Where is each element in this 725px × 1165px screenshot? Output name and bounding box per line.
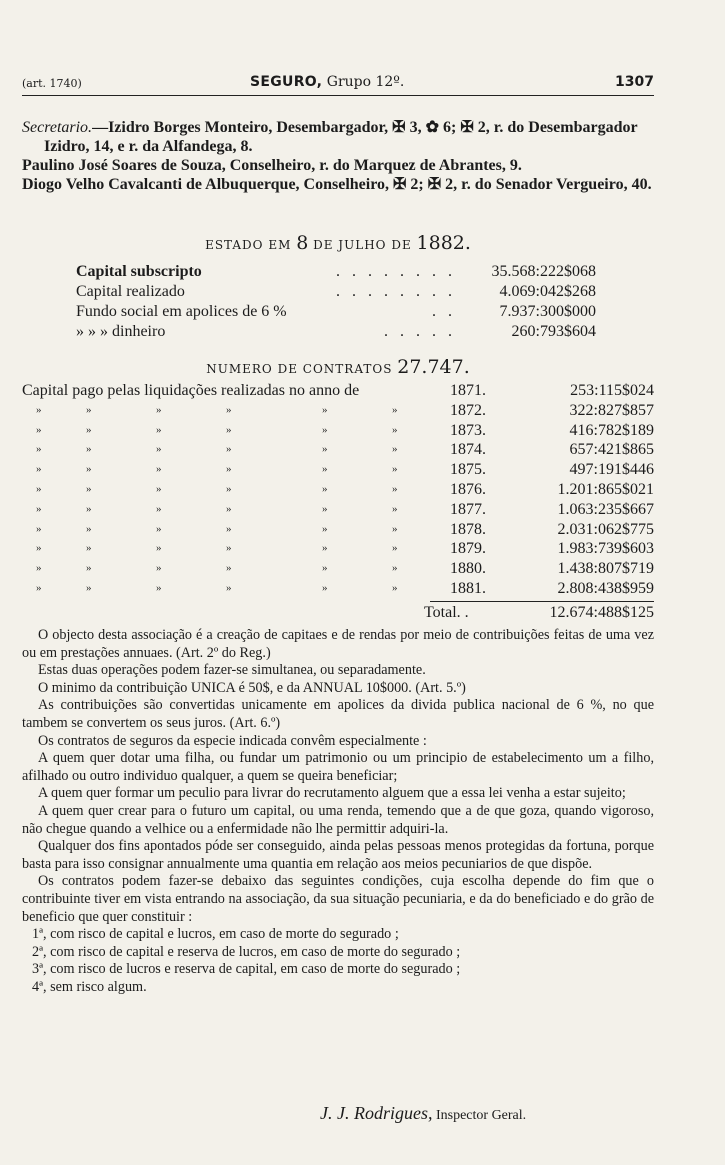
ditto-mark: »: [36, 482, 42, 495]
ditto-mark: »: [36, 502, 42, 515]
row-year: 1881.: [450, 579, 486, 597]
finance-label: Fundo social em apolices de 6 %: [76, 303, 287, 320]
ditto-mark: »: [392, 423, 398, 436]
finance-row: [76, 262, 596, 282]
header-article: (art. 1740): [22, 77, 82, 90]
ditto-mark: »: [156, 443, 162, 456]
finance-row: [76, 322, 596, 342]
condition-item: 4ª, sem risco algum.: [32, 978, 147, 995]
ditto-mark: »: [156, 403, 162, 416]
page-number: 1307: [615, 74, 654, 90]
ditto-mark: »: [392, 522, 398, 535]
ditto-mark: »: [392, 581, 398, 594]
ditto-mark: »: [156, 502, 162, 515]
ditto-mark: »: [322, 502, 328, 515]
row-year: 1873.: [450, 421, 486, 439]
row-year: 1880.: [450, 560, 486, 578]
paragraph: As contribuições são convertidas unicamente em apolices da divida publica nacional de 6 %, no que tambem se convertem os seus juros. (Art. 6.º): [22, 697, 654, 731]
condition-item: 2ª, com risco de capital e reserva de lucros, em caso de morte do segurado ;: [32, 943, 461, 960]
ditto-mark: »: [392, 562, 398, 575]
row-amount: 322:827$857: [569, 401, 654, 419]
ditto-mark: »: [86, 522, 92, 535]
ditto-mark: »: [226, 423, 232, 436]
row-amount: 1.438:807$719: [557, 560, 654, 578]
finance-row: [76, 282, 596, 302]
contracts-label: NUMERO DE CONTRATOS: [206, 362, 398, 376]
officer-entry: [22, 156, 654, 175]
running-header: [22, 74, 654, 96]
ditto-mark: »: [36, 522, 42, 535]
ditto-mark: »: [322, 443, 328, 456]
row-year: 1876.: [450, 480, 486, 498]
ditto-mark: »: [36, 423, 42, 436]
row-amount: 1.983:739$603: [557, 540, 654, 558]
finance-label: Capital subscripto: [76, 263, 202, 280]
row-amount: 416:782$189: [569, 421, 654, 439]
ditto-mark: »: [156, 562, 162, 575]
signature-name: J. J. Rodrigues,: [320, 1103, 433, 1123]
finance-row: [76, 302, 596, 322]
ditto-mark: »: [322, 522, 328, 535]
row-year: 1877.: [450, 500, 486, 518]
row-year: 1875.: [450, 461, 486, 479]
row-amount: 2.031:062$775: [557, 520, 654, 538]
contracts-count: 27.747.: [397, 356, 470, 378]
total-rule: [430, 601, 654, 602]
row-year: 1872.: [450, 401, 486, 419]
financial-summary: [76, 262, 596, 342]
finance-value: 35.568:222$068: [491, 263, 596, 280]
finance-dots: . .: [432, 303, 456, 320]
finance-dots: . . . . . . . .: [336, 283, 456, 300]
officer-entry: [22, 175, 654, 194]
state-mid: DE JULHO DE: [308, 238, 417, 252]
table-row: [22, 440, 654, 460]
officer-entry: [22, 118, 654, 156]
ditto-mark: »: [226, 443, 232, 456]
row-year: 1871.: [450, 382, 486, 399]
ditto-mark: »: [156, 542, 162, 555]
paragraph: Os contratos podem fazer-se debaixo das seguintes condições, cuja escolha depende do fim que o contribuinte tiver em vista entrando na associação, da sua situação pecuniaria, e da do beneficiado e do grão de beneficio que quer constituir :: [22, 873, 654, 925]
signature: [320, 1103, 526, 1124]
ditto-mark: »: [156, 581, 162, 594]
ditto-mark: »: [226, 562, 232, 575]
table-row: [22, 539, 654, 559]
condition-item: 3ª, com risco de lucros e reserva de capital, em caso de morte do segurado ;: [32, 961, 461, 978]
finance-label: Capital realizado: [76, 283, 185, 300]
finance-dots: . . . . .: [384, 323, 456, 340]
ditto-mark: »: [322, 482, 328, 495]
total-row: [22, 603, 654, 623]
row-amount: 657:421$865: [569, 441, 654, 459]
finance-value: 7.937:300$000: [499, 303, 596, 320]
ditto-mark: »: [392, 482, 398, 495]
row-amount: 1.201:865$021: [557, 480, 654, 498]
row-amount: 2.808:438$959: [557, 579, 654, 597]
signature-title: Inspector Geral.: [432, 1108, 527, 1123]
ditto-mark: »: [156, 423, 162, 436]
table-row: [22, 559, 654, 579]
ditto-mark: »: [86, 423, 92, 436]
table-row: [22, 460, 654, 480]
ditto-mark: »: [36, 542, 42, 555]
ditto-mark: »: [322, 542, 328, 555]
ditto-mark: »: [392, 502, 398, 515]
header-title-bold: SEGURO,: [250, 74, 323, 90]
condition-item: 1ª, com risco de capital e lucros, em caso de morte do segurado ;: [32, 926, 399, 943]
table-row: [22, 480, 654, 500]
row-year: 1874.: [450, 441, 486, 459]
ditto-mark: »: [86, 562, 92, 575]
body-text: [22, 627, 654, 996]
ditto-mark: »: [322, 403, 328, 416]
ditto-mark: »: [86, 542, 92, 555]
row-year: 1878.: [450, 520, 486, 538]
table-row: [22, 500, 654, 520]
ditto-mark: »: [392, 403, 398, 416]
paragraph: Estas duas operações podem fazer-se simultanea, ou separadamente.: [38, 662, 426, 679]
ditto-mark: »: [36, 463, 42, 476]
table-row: [22, 421, 654, 441]
ditto-mark: »: [86, 403, 92, 416]
header-title-rest: Grupo 12º.: [322, 74, 405, 90]
row-amount: 253:115$024: [570, 382, 654, 399]
finance-dots: . . . . . . . .: [336, 263, 456, 280]
ditto-mark: »: [226, 542, 232, 555]
officers-list: [22, 118, 654, 194]
ditto-mark: »: [322, 423, 328, 436]
ditto-mark: »: [36, 562, 42, 575]
table-row: [22, 579, 654, 599]
ditto-mark: »: [392, 542, 398, 555]
total-label: Total. .: [424, 603, 469, 621]
row-amount: 1.063:235$667: [557, 500, 654, 518]
paragraph: A quem quer dotar uma filha, ou fundar um patrimonio ou um principio de estabelecimento um a filho, afilhado ou outro individuo qualquer, a quem se queira beneficiar;: [22, 750, 654, 784]
ditto-mark: »: [392, 463, 398, 476]
finance-value: 260:793$604: [511, 323, 596, 340]
ditto-mark: »: [322, 581, 328, 594]
ditto-mark: »: [36, 403, 42, 416]
state-day: 8: [296, 232, 309, 254]
ditto-mark: »: [226, 522, 232, 535]
paragraph: Qualquer dos fins apontados póde ser conseguido, ainda pelas pessoas menos protegidas da fortuna, porque basta para isso consignar annualmente uma quantia em relação aos meios pecuniarios de que dispõe.: [22, 838, 654, 872]
officer-role: Secretario.: [22, 119, 93, 136]
paragraph: A quem quer formar um peculio para livrar do recrutamento alguem que a essa lei venha a estar sujeito;: [38, 785, 626, 802]
state-year: 1882.: [416, 232, 471, 254]
ditto-mark: »: [36, 581, 42, 594]
total-amount: 12.674:488$125: [549, 603, 654, 621]
paragraph: O objecto desta associação é a creação de capitaes e de rendas por meio de contribuições feitas de uma vez ou em prestações annuaes. (Art. 2º do Reg.): [22, 627, 654, 661]
ditto-mark: »: [156, 482, 162, 495]
row-amount: 497:191$446: [569, 461, 654, 479]
row-description: Capital pago pelas liquidações realizadas no anno de: [22, 382, 360, 399]
ditto-mark: »: [322, 562, 328, 575]
ditto-mark: »: [86, 581, 92, 594]
header-rule: [22, 95, 654, 96]
paragraph: Os contratos de seguros da especie indicada convêm especialmente :: [38, 732, 427, 749]
ditto-mark: »: [36, 443, 42, 456]
finance-value: 4.069:042$268: [499, 283, 596, 300]
contracts-heading: [22, 356, 654, 378]
ditto-mark: »: [86, 443, 92, 456]
ditto-mark: »: [156, 522, 162, 535]
header-title: [250, 74, 404, 90]
ditto-mark: »: [226, 581, 232, 594]
table-row: [22, 381, 654, 401]
ditto-mark: »: [86, 482, 92, 495]
ditto-mark: »: [226, 403, 232, 416]
ditto-mark: »: [86, 502, 92, 515]
table-row: [22, 401, 654, 421]
paragraph: A quem quer crear para o futuro um capital, ou uma renda, temendo que a de que goza, quando vigoroso, não chegue quando a velhice ou a enfermidade não lhe permittir adquiri-la.: [22, 802, 654, 837]
ditto-mark: »: [226, 463, 232, 476]
table-row: [22, 520, 654, 540]
ditto-mark: »: [156, 463, 162, 476]
state-heading: [22, 232, 654, 254]
ditto-mark: »: [322, 463, 328, 476]
ditto-mark: »: [86, 463, 92, 476]
payments-table: [22, 381, 654, 623]
state-prefix: ESTADO EM: [205, 238, 297, 252]
finance-label: » » » dinheiro: [76, 323, 166, 340]
paragraph: O minimo da contribuição UNICA é 50$, e da ANNUAL 10$000. (Art. 5.º): [38, 679, 466, 696]
ditto-mark: »: [392, 443, 398, 456]
row-year: 1879.: [450, 540, 486, 558]
ditto-mark: »: [226, 482, 232, 495]
officer-text: Paulino José Soares de Souza, Conselheiro, r. do Marquez de Abrantes, 9.: [22, 157, 522, 174]
ditto-mark: »: [226, 502, 232, 515]
officer-text: Diogo Velho Cavalcanti de Albuquerque, Conselheiro, ✠ 2; ✠ 2, r. do Senador Vergueiro, 40.: [22, 176, 652, 193]
officer-text: —Izidro Borges Monteiro, Desembargador, ✠ 3, ✿ 6; ✠ 2, r. do Desembargador Izidro, 14, e r. da Alfandega, 8.: [44, 119, 638, 155]
